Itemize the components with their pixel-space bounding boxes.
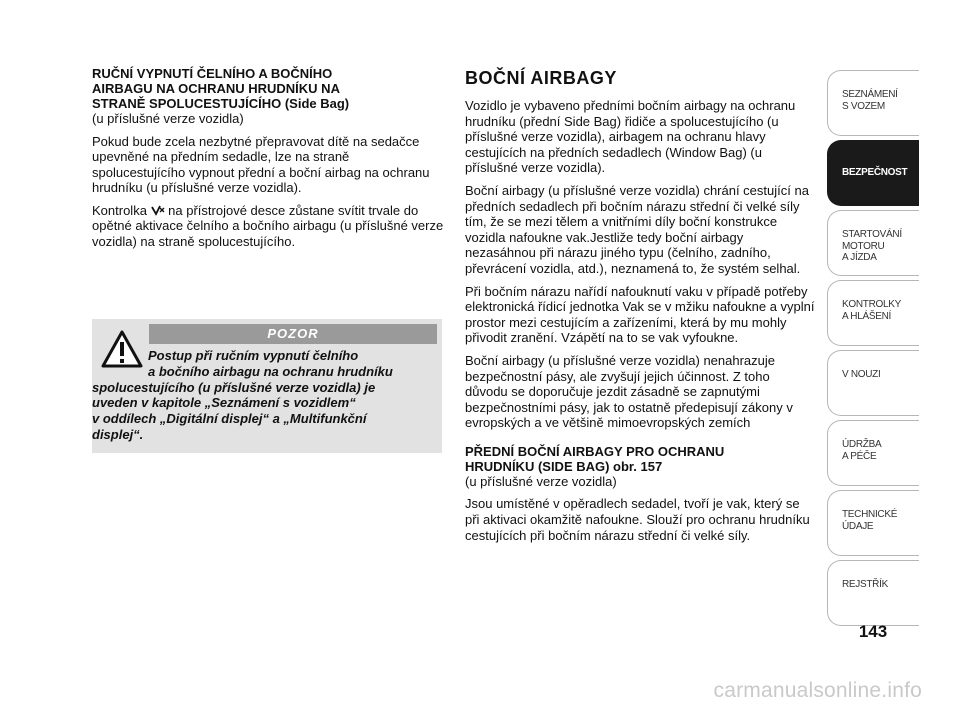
tab-v-nouzi[interactable]	[827, 350, 919, 416]
warning-line: a bočního airbagu na ochranu hrudníku	[148, 363, 393, 379]
section-title: BOČNÍ AIRBAGY	[465, 68, 617, 88]
tab-label: V NOUZI	[842, 369, 881, 380]
left-paragraph-2	[92, 203, 444, 250]
right-column	[465, 66, 815, 550]
left-column	[92, 66, 444, 257]
tab-label: REJSTŘÍK	[842, 579, 888, 590]
right-paragraph-5: Jsou umístěné v opěradlech sedadel, tvoří je vak, který se při aktivaci okamžitě nafoukne. Slouží pro ochranu hrudníku cestujících při bočním nárazu střední či velké síly.	[465, 496, 810, 543]
tab-label: BEZPEČNOST	[842, 167, 908, 178]
watermark: carmanualsonline.info	[713, 679, 922, 702]
right-paragraph-2: Boční airbagy (u příslušné verze vozidla) chrání cestující na předních sedadlech při bočním nárazu střední či velké síly tím, že se mezi tělem a vnitřními díly boční konstrukce vozidla nafoukne vak.Jestliže tedy boční airbagy nezasáhnou při nárazu jiného typu (čelního, zadního, převrácení vozidla, atd.), neznamená to, že systém selhal.	[465, 182, 809, 276]
airbag-off-icon	[151, 204, 165, 216]
tab-technicke-udaje[interactable]	[827, 490, 919, 556]
warning-line: v oddílech „Digitální displej“ a „Multifunkční	[92, 411, 367, 427]
warning-line: displej“.	[92, 426, 144, 442]
tab-startovani[interactable]	[827, 210, 919, 276]
tab-label: TECHNICKÉ ÚDAJE	[842, 509, 898, 532]
tab-kontrolky[interactable]	[827, 280, 919, 346]
right-subheading-2: (u příslušné verze vozidla)	[465, 473, 617, 489]
tab-label: ÚDRŽBA A PÉČE	[842, 439, 882, 462]
warning-text	[92, 348, 436, 443]
left-heading	[92, 66, 444, 111]
right-heading-2	[465, 444, 815, 474]
left-heading-line: STRANĚ SPOLUCESTUJÍCÍHO (Side Bag)	[92, 96, 350, 111]
tab-rejstrik[interactable]	[827, 560, 919, 626]
page-number: 143	[858, 622, 888, 641]
warning-box	[92, 319, 442, 453]
warning-line: Postup při ručním vypnutí čelního	[148, 348, 359, 363]
para2-text-after: na přístrojové desce zůstane svítit trvale do opětné aktivace čelního a bočního airbagu (u příslušné verze vozidla) na straně spolucestujícího.	[92, 202, 444, 250]
warning-line: uveden v kapitole „Seznámení s vozidlem“	[92, 395, 356, 411]
left-subheading: (u příslušné verze vozidla)	[92, 111, 244, 126]
warning-line: spolucestujícího (u příslušné verze vozidla) je	[92, 379, 376, 395]
left-heading-line: RUČNÍ VYPNUTÍ ČELNÍHO A BOČNÍHO	[92, 66, 333, 81]
tab-label: SEZNÁMENÍ S VOZEM	[842, 89, 898, 112]
right-heading-line: PŘEDNÍ BOČNÍ AIRBAGY PRO OCHRANU	[465, 443, 725, 459]
left-heading-line: AIRBAGU NA OCHRANU HRUDNÍKU NA	[92, 81, 340, 96]
warning-header: POZOR	[149, 324, 437, 344]
tab-bezpecnost[interactable]	[827, 140, 919, 206]
right-paragraph-3: Při bočním nárazu nařídí nafouknutí vaku v případě potřeby elektronická řídicí jednotka Vak se v mžiku nafoukne a vyplní prostor mezi cestujícím a zařízeními, která by mu mohly přivodit zranění. Vzápětí na to se vak vyfoukne.	[465, 283, 815, 346]
left-paragraph-1: Pokud bude zcela nezbytné přepravovat dítě na sedačce upevněné na předním sedadle, lze na straně spolucestujícího vypnout přední a boční airbag na ochranu hrudníku (u příslušné verze vozidla).	[92, 133, 430, 196]
tab-udrzba[interactable]	[827, 420, 919, 486]
tab-label: STARTOVÁNÍ MOTORU A JÍZDA	[842, 229, 902, 263]
para2-text-before: Kontrolka	[92, 202, 151, 218]
tab-seznameni[interactable]	[827, 70, 919, 136]
right-paragraph-1: Vozidlo je vybaveno předními bočním airbagy na ochranu hrudníku (přední Side Bag) řidiče a spolucestujícího (u příslušné verze vozidla), airbagem na ochranu hlavy cestujících na předních sedadlech (Window Bag) (u příslušné verze vozidla).	[465, 98, 796, 176]
tab-label: KONTROLKY A HLÁŠENÍ	[842, 299, 901, 322]
right-paragraph-4: Boční airbagy (u příslušné verze vozidla) nenahrazuje bezpečnostní pásy, ale zvyšují jejich účinnost. Z toho důvodu se doporučuje jezdit zásadně se zapnutými bezpečnostními pásy, jak to ostatně předepisují zákony v evropských a ve většině mimoevropských zemích	[465, 352, 793, 431]
chapter-tabs	[827, 70, 919, 630]
right-heading-line: HRUDNÍKU (SIDE BAG) obr. 157	[465, 458, 663, 474]
